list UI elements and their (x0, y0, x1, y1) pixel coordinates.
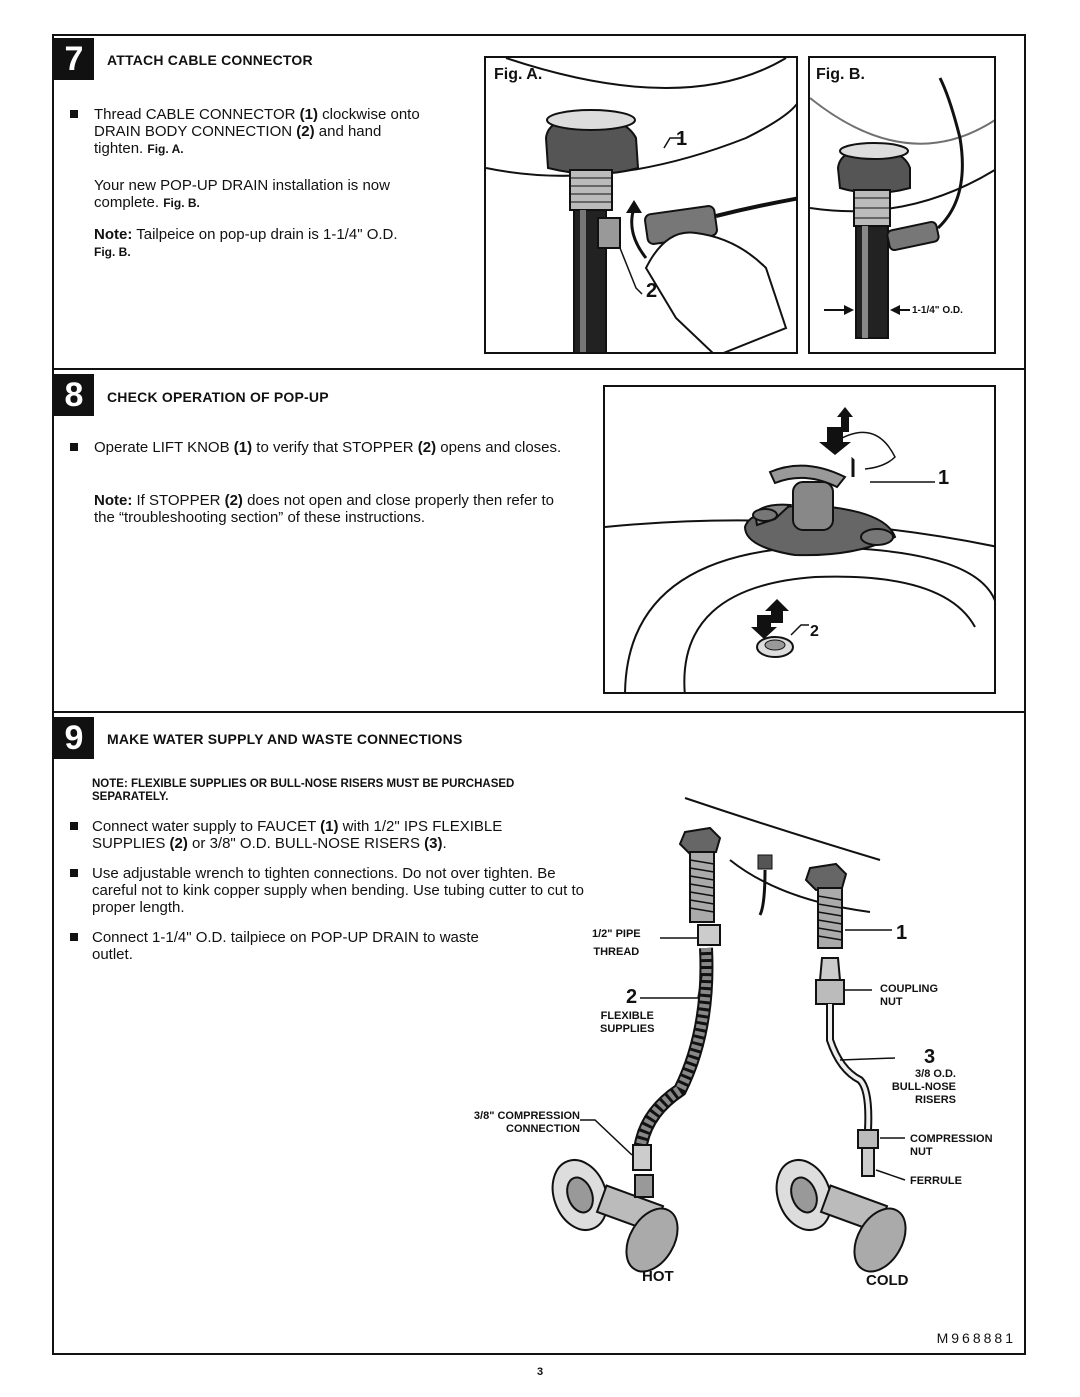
figure-title: Fig. B. (816, 66, 865, 83)
section-divider (52, 368, 1026, 370)
step-number: 9 (54, 717, 94, 759)
compression-nut-label: COMPRESSION NUT (910, 1133, 993, 1158)
tailpiece-illustration (810, 58, 996, 354)
step-title: ATTACH CABLE CONNECTOR (107, 52, 313, 68)
step-instruction: Thread CABLE CONNECTOR (1) clockwise onto DRAIN BODY CONNECTION (2) and hand tighten. Fig. A. (94, 106, 420, 157)
cold-label: COLD (866, 1272, 909, 1289)
step-title: MAKE WATER SUPPLY AND WASTE CONNECTIONS (107, 731, 463, 747)
compression-connection-label: 3/8" COMPRESSION CONNECTION (473, 1110, 580, 1135)
document-number: M968881 (936, 1330, 1016, 1346)
callout-1: 1 (676, 128, 688, 150)
bullet-icon (70, 869, 78, 877)
drain-cable-illustration (486, 58, 798, 354)
coupling-nut-label: COUPLING NUT (880, 983, 939, 1008)
step-note: Note: Tailpeice on pop-up drain is 1-1/4" O.D. Fig. B. (94, 226, 398, 259)
callout-1: 1 (938, 467, 950, 489)
bullnose-risers-label: 3/8 O.D. BULL-NOSE RISERS (891, 1068, 956, 1106)
bullet-icon (70, 822, 78, 830)
ferrule-label: FERRULE (910, 1175, 962, 1187)
section-divider (52, 711, 1026, 713)
bullet-icon (70, 933, 78, 941)
purchase-note: NOTE: FLEXIBLE SUPPLIES OR BULL-NOSE RISERS MUST BE PURCHASED SEPARATELY. (92, 778, 515, 803)
figure-a (484, 56, 798, 354)
step-number: 7 (54, 38, 94, 80)
page-number: 3 (536, 1366, 544, 1378)
callout-2: 2 (810, 623, 819, 640)
step-instruction: Operate LIFT KNOB (1) to verify that STOPPER (2) opens and closes. (94, 439, 562, 456)
callout-1: 1 (896, 922, 908, 944)
step-paragraph: Your new POP-UP DRAIN installation is now complete. Fig. B. (94, 177, 390, 211)
figure-b (808, 56, 996, 354)
callout-2: 2 (646, 280, 658, 302)
figure-title: Fig. A. (494, 66, 543, 83)
faucet-figure (603, 385, 996, 694)
step-instruction: Connect 1-1/4" O.D. tailpiece on POP-UP DRAIN to waste outlet. (92, 929, 479, 963)
bullet-icon (70, 443, 78, 451)
step-instruction: Connect water supply to FAUCET (1) with 1/2" IPS FLEXIBLE SUPPLIES (2) or 3/8" O.D. BULL-NOSE RISERS (3). (92, 818, 503, 852)
step-number: 8 (54, 374, 94, 416)
callout-2: 2 (626, 986, 638, 1008)
faucet-popup-illustration (605, 387, 996, 694)
hot-label: HOT (642, 1268, 674, 1285)
dimension-label: 1-1/4" O.D. (912, 305, 963, 316)
bullet-icon (70, 110, 78, 118)
pipe-thread-label: 1/2" PIPE THREAD (592, 928, 641, 958)
step-title: CHECK OPERATION OF POP-UP (107, 389, 329, 405)
step-instruction: Use adjustable wrench to tighten connections. Do not over tighten. Be careful not to kink copper supply when bending. Use tubing cutter to cut to proper length. (92, 865, 584, 916)
step-note: Note: If STOPPER (2) does not open and close properly then refer to the “troubleshooting section” of these instructions. (94, 492, 554, 526)
flexible-supplies-label: FLEXIBLE SUPPLIES (600, 1010, 655, 1035)
supply-connections-illustration (540, 790, 1020, 1310)
callout-3: 3 (924, 1046, 936, 1068)
